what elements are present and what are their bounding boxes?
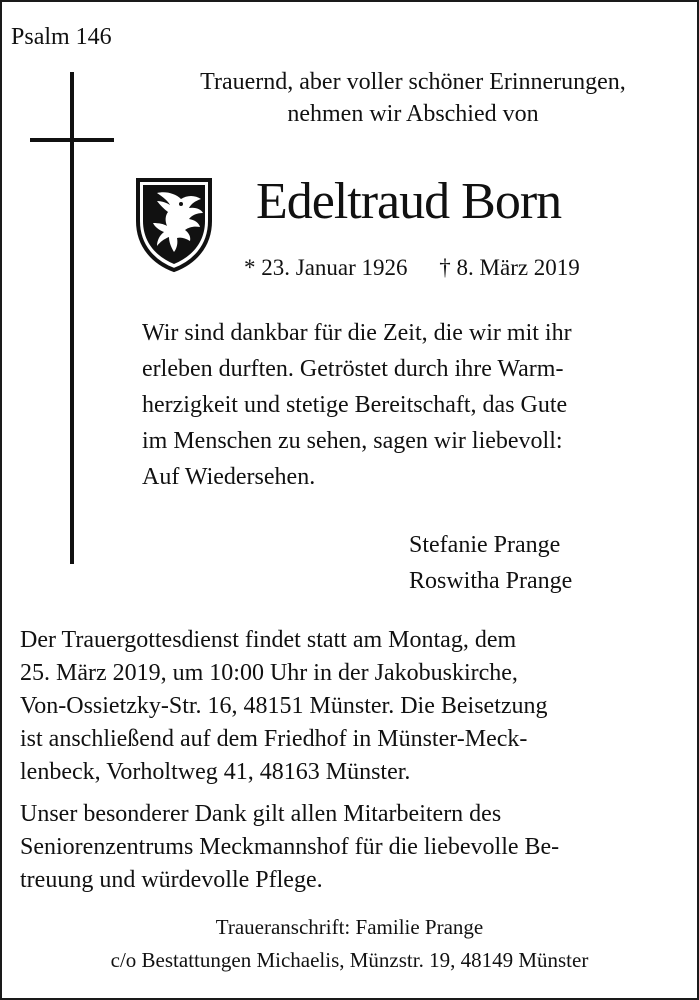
thanks-line: Unser besonderer Dank gilt allen Mitarbeitern des [20,801,502,827]
psalm-reference: Psalm 146 [11,24,112,50]
cross-horizontal-bar [30,138,114,142]
signatory-1: Stefanie Prange [409,532,561,558]
birth-date: * 23. Januar 1926 [244,255,408,280]
thanks-line: treuung und würdevolle Pflege. [20,867,323,893]
deceased-name: Edeltraud Born [256,173,562,230]
message-line: herzigkeit und stetige Bereitschaft, das Gute [142,392,568,418]
service-line: ist anschließend auf dem Friedhof in Münster-Meck- [20,726,528,752]
service-line: Der Trauergottesdienst findet statt am Montag, dem [20,627,517,653]
message-line: Wir sind dankbar für die Zeit, die wir mit ihr [142,320,572,346]
service-line: lenbeck, Vorholtweg 41, 48163 Münster. [20,759,411,785]
thanks-line: Seniorenzentrums Meckmannshof für die liebevolle Be- [20,834,560,860]
service-line: 25. März 2019, um 10:00 Uhr in der Jakobuskirche, [20,660,518,686]
signatory-2: Roswitha Prange [409,568,573,594]
message-line: im Menschen zu sehen, sagen wir liebevoll: [142,428,563,454]
intro-line-2: nehmen wir Abschied von [287,101,539,127]
mourning-address-line-1: Traueranschrift: Familie Prange [215,915,484,939]
coat-of-arms-icon [135,177,213,273]
mourning-address-line-2: c/o Bestattungen Michaelis, Münzstr. 19, 48149 Münster [110,948,589,972]
service-line: Von-Ossietzky-Str. 16, 48151 Münster. Die Beisetzung [20,693,548,719]
crest-eagle-eye [179,202,183,206]
cross-vertical-bar [70,72,74,564]
message-line: erleben durften. Getröstet durch ihre Warm- [142,356,564,382]
message-line: Auf Wiedersehen. [142,464,316,490]
life-dates [244,255,580,281]
death-date: † 8. März 2019 [439,255,580,280]
intro-line-1: Trauernd, aber voller schöner Erinnerungen, [200,69,626,95]
